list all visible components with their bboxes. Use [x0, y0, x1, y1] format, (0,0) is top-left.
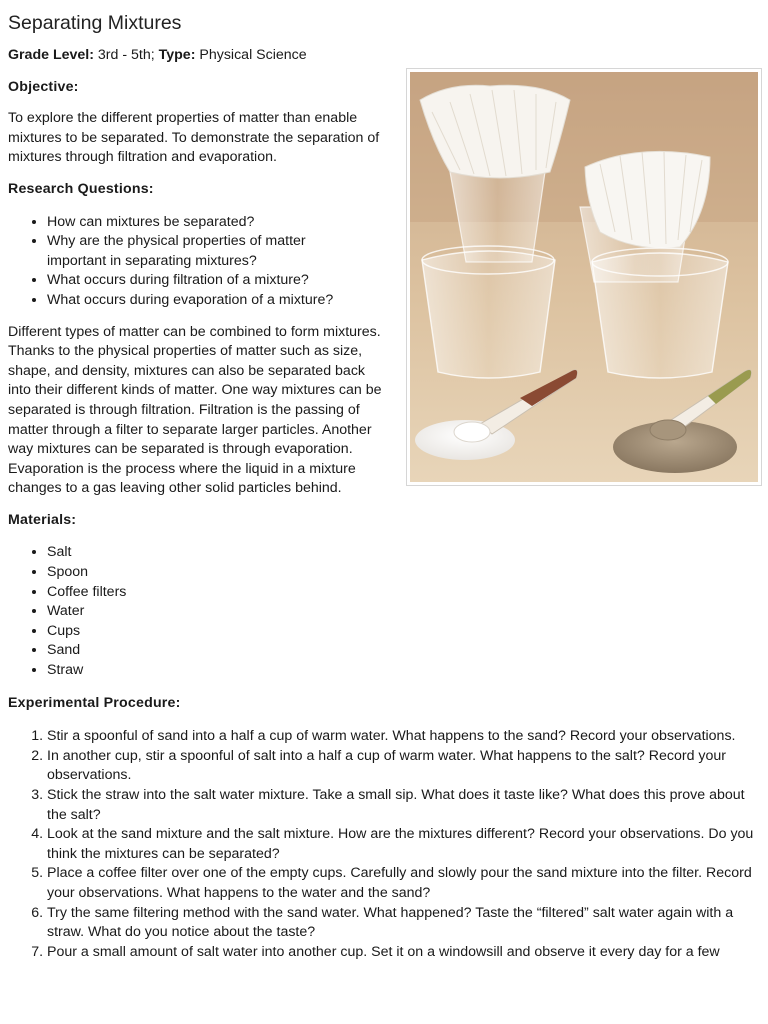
list-item: • What occurs during filtration of a mixture? — [47, 271, 347, 291]
list-item: • How can mixtures be separated? — [47, 213, 347, 233]
materials-list — [8, 543, 760, 680]
procedure-step: 2. In another cup, stir a spoonful of salt into a half a cup of warm water. What happens to the salt? Record your observations. — [47, 747, 760, 786]
list-item: • Sand — [47, 641, 760, 661]
page-title: Separating Mixtures — [8, 12, 182, 34]
type-label: Type: — [158, 47, 196, 63]
grade-type-line — [8, 46, 760, 66]
procedure-step: 1. Stir a spoonful of sand into a half a cup of warm water. What happens to the sand? Record your observations. — [47, 727, 760, 747]
grade-label: Grade Level: — [8, 47, 94, 63]
list-item: • Spoon — [47, 563, 760, 583]
materials-heading: Materials: — [8, 511, 77, 528]
document-page — [8, 0, 760, 962]
list-item: • Cups — [47, 622, 760, 642]
list-item: • Why are the physical properties of matter important in separating mixtures? — [47, 232, 347, 271]
list-item: • What occurs during evaporation of a mixture? — [47, 291, 367, 311]
experiment-photo — [406, 68, 762, 486]
list-item: • Straw — [47, 661, 760, 681]
procedure-step: 7. Pour a small amount of salt water into another cup. Set it on a windowsill and observe it every day for a few — [47, 943, 760, 963]
objective-heading: Objective: — [8, 78, 79, 95]
list-item: • Coffee filters — [47, 583, 760, 603]
procedure-list — [8, 727, 760, 962]
objective-text: To explore the different properties of matter than enable mixtures to be separated. To demonstrate the separation of mixtures through filtration and evaporation. — [8, 110, 380, 166]
procedure-step: 5. Place a coffee filter over one of the empty cups. Carefully and slowly pour the sand mixture into the filter. Record your observations. What happens to the water and the sand? — [47, 864, 760, 903]
list-item: • Salt — [47, 543, 760, 563]
procedure-step: 4. Look at the sand mixture and the salt mixture. How are the mixtures different? Record your observations. Do you think the mixtures can be separated? — [47, 825, 760, 864]
procedure-step: 6. Try the same filtering method with the sand water. What happened? Taste the “filtered” salt water again with a straw. What do you notice about the taste? — [47, 904, 760, 943]
list-item: • Water — [47, 602, 760, 622]
grade-value: 3rd - 5th; — [97, 47, 155, 63]
research-questions-heading: Research Questions: — [8, 180, 154, 197]
experiment-photo-illustration — [410, 72, 758, 482]
type-value: Physical Science — [199, 47, 307, 63]
intro-paragraph: Different types of matter can be combined to form mixtures. Thanks to the physical properties of matter such as size, shape, and density, mixtures can also be separated back into their different kinds of matter. One way mixtures can be separated is through filtration. Filtration is the passing of matter through a filter to separate larger particles. Another way mixtures can be separated is through evaporation. Evaporation is the process where the liquid in a mixture changes to a gas leaving other solid particles behind. — [8, 323, 382, 497]
procedure-heading: Experimental Procedure: — [8, 694, 181, 711]
procedure-step: 3. Stick the straw into the salt water mixture. Take a small sip. What does it taste like? What does this prove about the salt? — [47, 786, 760, 825]
